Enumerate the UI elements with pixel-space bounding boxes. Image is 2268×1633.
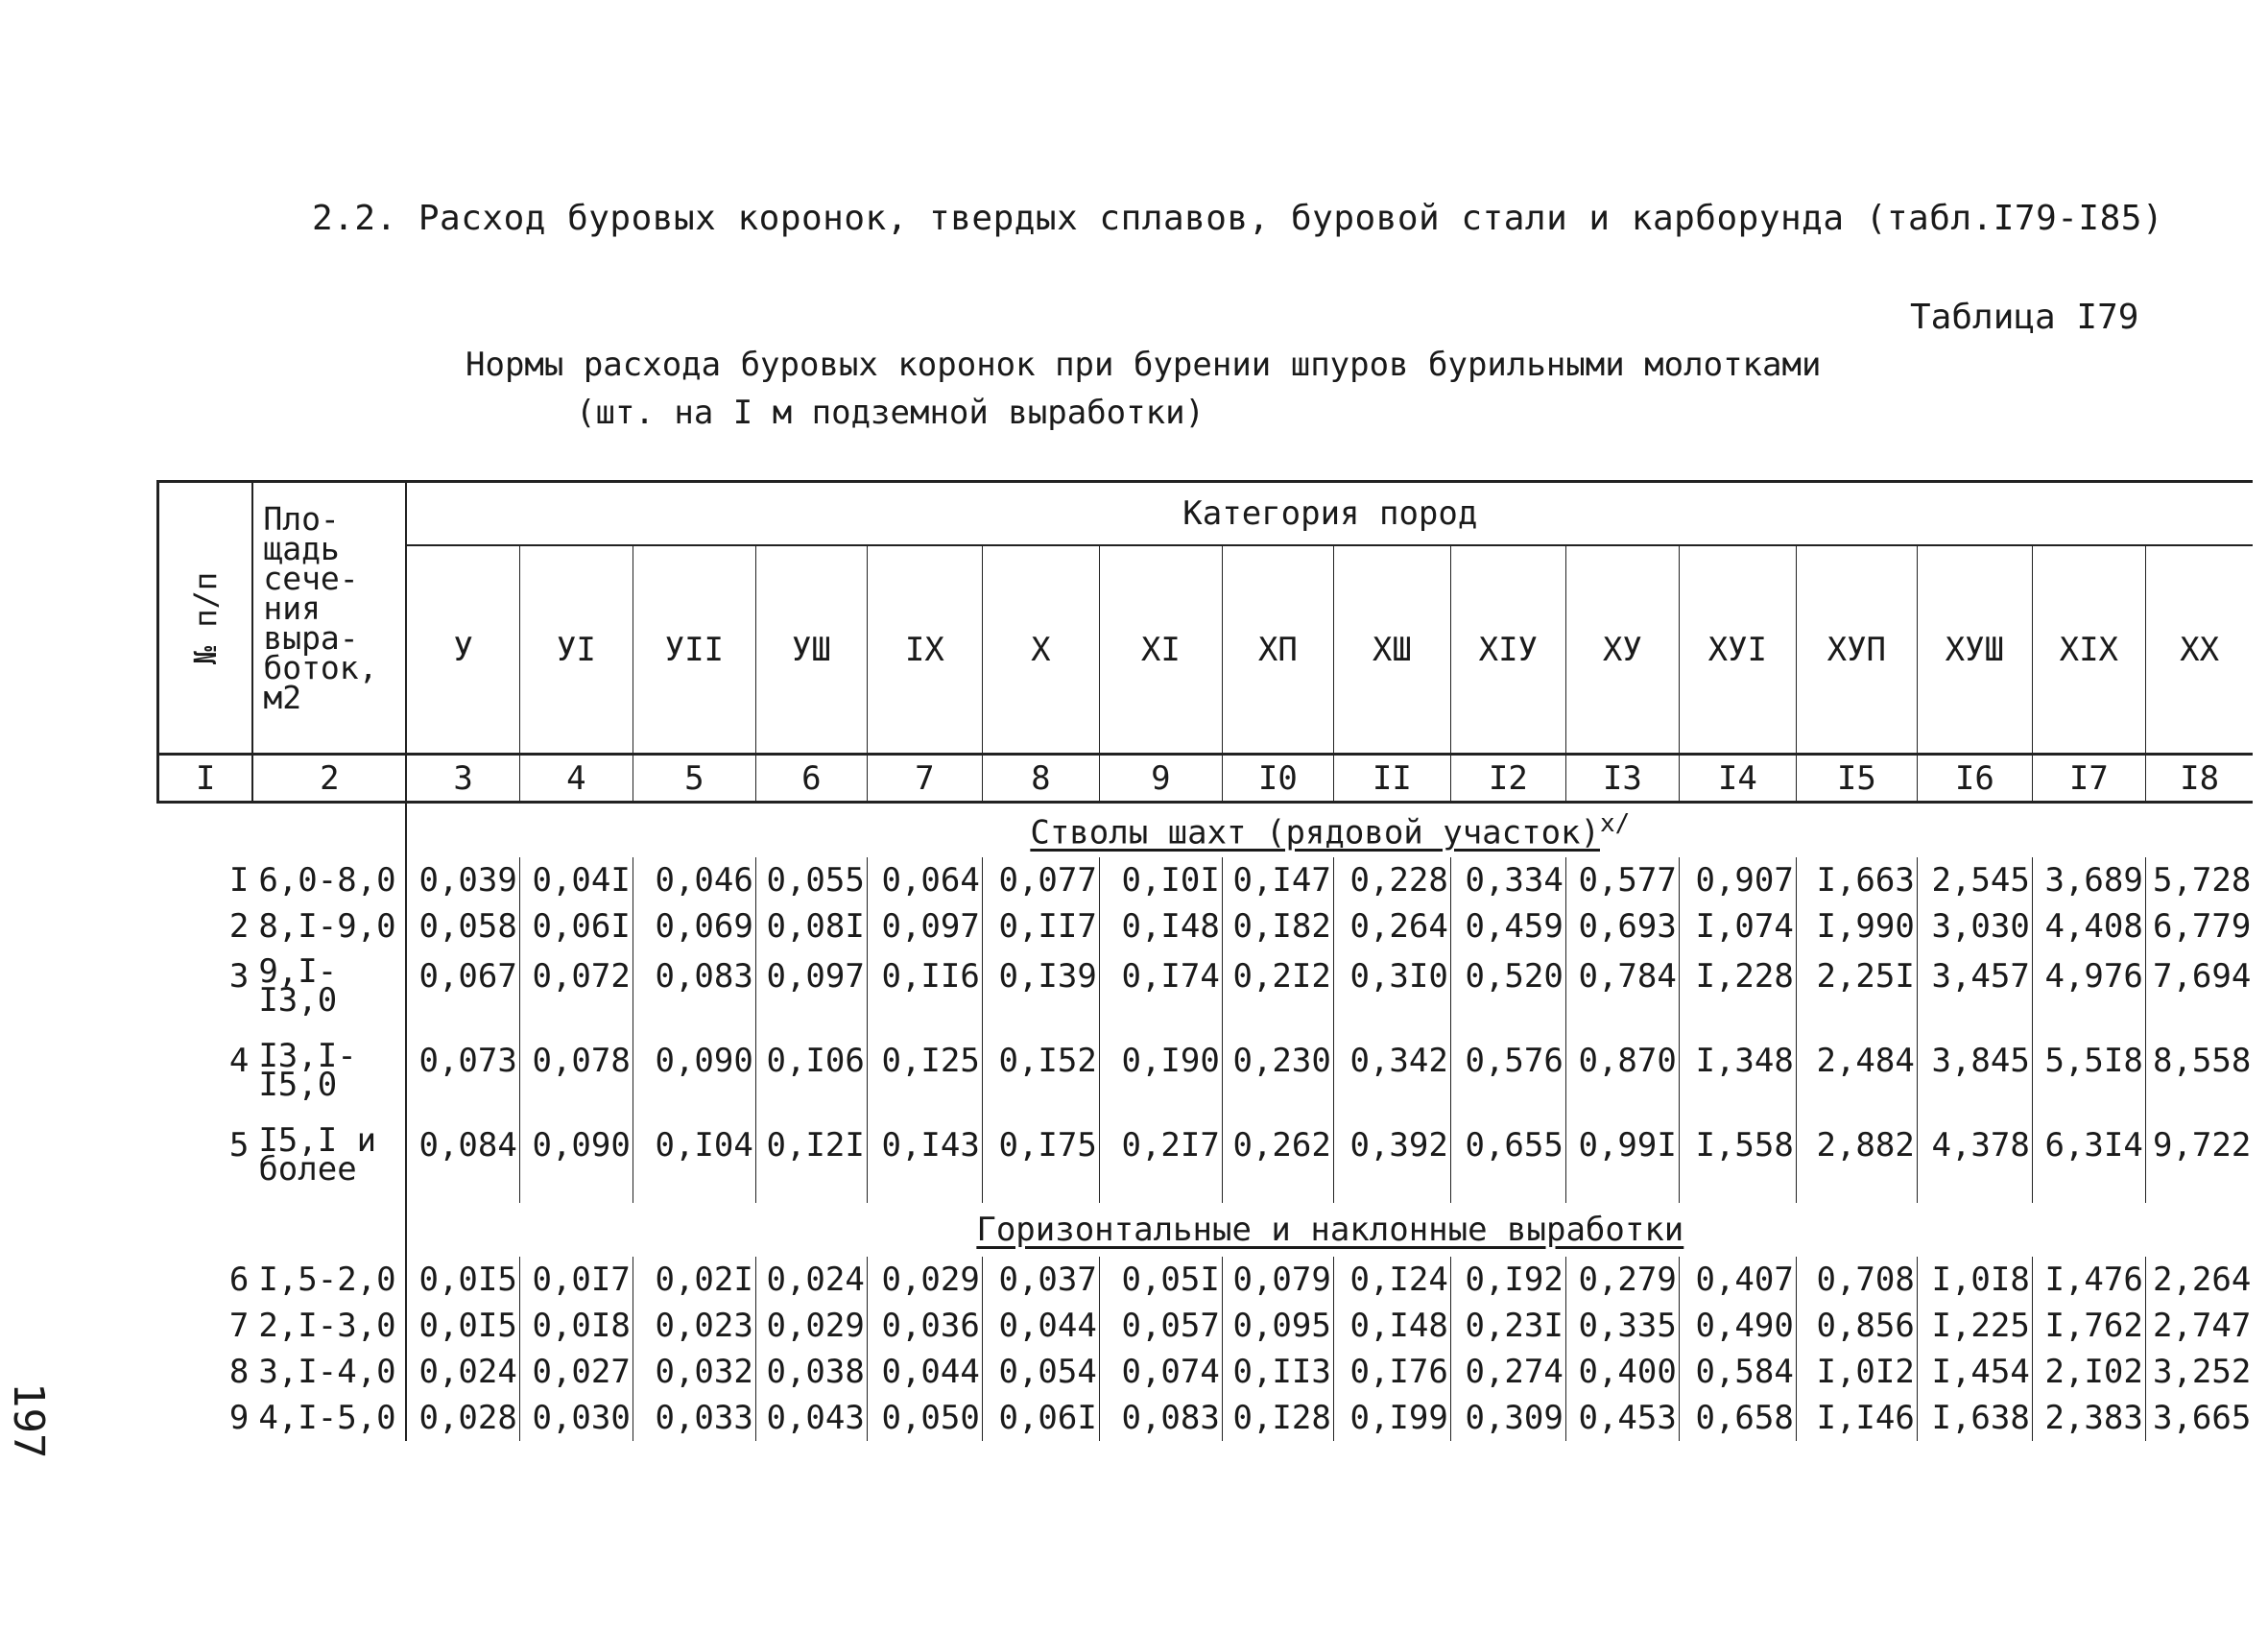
value-cell: 8,558 — [2152, 1042, 2252, 1080]
value-cell: 0,058 — [406, 903, 519, 949]
row-area: I5,I и более — [252, 1118, 406, 1203]
value-cell: 0,856 — [1796, 1303, 1917, 1349]
page-number: 197 — [4, 1382, 53, 1459]
value-cell: 0,0I5 — [406, 1303, 519, 1349]
value-cell: 0,I76 — [1333, 1349, 1450, 1395]
column-index: II — [1333, 755, 1450, 803]
category-header: УII — [633, 545, 755, 755]
column-index: 5 — [633, 755, 755, 803]
value-cell: I,638 — [1917, 1395, 2032, 1441]
value-cell: 0,I25 — [867, 1034, 982, 1118]
value-cell: 0,99I — [1565, 1118, 1679, 1203]
norms-table — [156, 480, 2253, 1441]
value-cell: 6,3I4 — [2032, 1118, 2145, 1203]
value-cell: 0,064 — [867, 857, 982, 903]
row-area: 6,0-8,0 — [252, 857, 406, 903]
column-index: I8 — [2145, 755, 2253, 803]
value-cell: 0,032 — [633, 1349, 755, 1395]
category-header: XШ — [1333, 545, 1450, 755]
value-cell: 5,5I8 — [2032, 1034, 2145, 1118]
category-header: УШ — [755, 545, 867, 755]
row-number: 9 — [228, 1399, 250, 1437]
column-index: I2 — [1450, 755, 1565, 803]
column-index: I5 — [1796, 755, 1917, 803]
column-index: 4 — [519, 755, 633, 803]
category-header: XУП — [1796, 545, 1917, 755]
column-index: I4 — [1679, 755, 1796, 803]
value-cell: 5,728 — [2152, 861, 2252, 900]
value-cell: 0,079 — [1222, 1257, 1333, 1303]
value-cell: 0,023 — [633, 1303, 755, 1349]
row-number: 7 — [228, 1307, 250, 1345]
column-index: 7 — [867, 755, 982, 803]
value-cell: 0,033 — [633, 1395, 755, 1441]
table-row — [158, 949, 2254, 1034]
value-cell: 0,I52 — [982, 1034, 1099, 1118]
value-cell: 0,459 — [1450, 903, 1565, 949]
value-cell: 0,0I5 — [406, 1257, 519, 1303]
value-cell: 0,I74 — [1099, 949, 1222, 1034]
value-cell: 3,030 — [1917, 903, 2032, 949]
value-cell: 3,689 — [2032, 857, 2145, 903]
value-cell: 0,073 — [406, 1034, 519, 1118]
row-number: 2 — [228, 907, 250, 946]
value-cell: 0,090 — [519, 1118, 633, 1203]
value-cell: 0,I43 — [867, 1118, 982, 1203]
value-cell: 0,055 — [755, 857, 867, 903]
row-area: 2,I-3,0 — [252, 1303, 406, 1349]
value-cell: 0,400 — [1565, 1349, 1679, 1395]
column-index: 3 — [406, 755, 519, 803]
value-cell: 0,II6 — [867, 949, 982, 1034]
value-cell: 4,408 — [2032, 903, 2145, 949]
value-cell: 4,976 — [2032, 949, 2145, 1034]
category-header: XI — [1099, 545, 1222, 755]
value-cell: 0,067 — [406, 949, 519, 1034]
category-header: XУШ — [1917, 545, 2032, 755]
value-cell: 0,I28 — [1222, 1395, 1333, 1441]
column-index: 9 — [1099, 755, 1222, 803]
value-cell: 2,545 — [1917, 857, 2032, 903]
value-cell: 2,882 — [1796, 1118, 1917, 1203]
category-header: XIX — [2032, 545, 2145, 755]
value-cell: 0,074 — [1099, 1349, 1222, 1395]
row-area: 3,I-4,0 — [252, 1349, 406, 1395]
value-cell: I,454 — [1917, 1349, 2032, 1395]
value-cell: 0,02I — [633, 1257, 755, 1303]
value-cell: 0,335 — [1565, 1303, 1679, 1349]
value-cell: 0,08I — [755, 903, 867, 949]
value-cell: I,762 — [2032, 1303, 2145, 1349]
value-cell: 0,520 — [1450, 949, 1565, 1034]
value-cell: 0,577 — [1565, 857, 1679, 903]
row-number: 5 — [228, 1126, 250, 1165]
row-area: 9,I- I3,0 — [252, 949, 406, 1034]
table-number: Таблица I79 — [1910, 298, 2139, 337]
section-title: 2.2. Расход буровых коронок, твердых сплавов, буровой стали и карборунда (табл.I79-I85) — [312, 199, 2164, 238]
value-cell: 0,072 — [519, 949, 633, 1034]
table-row — [158, 1395, 2254, 1441]
value-cell: 0,230 — [1222, 1034, 1333, 1118]
value-cell: 6,779 — [2152, 907, 2252, 946]
value-cell: 0,057 — [1099, 1303, 1222, 1349]
value-cell: 0,274 — [1450, 1349, 1565, 1395]
value-cell: 0,043 — [755, 1395, 867, 1441]
value-cell: 7,694 — [2152, 957, 2252, 996]
value-cell: 0,907 — [1679, 857, 1796, 903]
value-cell: 0,024 — [755, 1257, 867, 1303]
value-cell: 0,I48 — [1333, 1303, 1450, 1349]
value-cell: 0,I06 — [755, 1034, 867, 1118]
category-header: XIУ — [1450, 545, 1565, 755]
section-header — [158, 1203, 2254, 1257]
category-header: XУI — [1679, 545, 1796, 755]
value-cell: I,348 — [1679, 1034, 1796, 1118]
value-cell: 4,378 — [1917, 1118, 2032, 1203]
value-cell: 2,383 — [2032, 1395, 2145, 1441]
value-cell: 0,027 — [519, 1349, 633, 1395]
row-number: 4 — [228, 1042, 250, 1080]
value-cell: 0,II7 — [982, 903, 1099, 949]
column-index: 8 — [982, 755, 1099, 803]
value-cell: 0,097 — [755, 949, 867, 1034]
value-cell: I,663 — [1796, 857, 1917, 903]
category-header: IX — [867, 545, 982, 755]
footnote-mark: х/ — [1599, 808, 1631, 838]
value-cell: 0,453 — [1565, 1395, 1679, 1441]
value-cell: 0,024 — [406, 1349, 519, 1395]
value-cell: I,I46 — [1796, 1395, 1917, 1441]
category-header: У — [406, 545, 519, 755]
table-caption-line2: (шт. на I м подземной выработки) — [576, 394, 1206, 432]
value-cell: 0,069 — [633, 903, 755, 949]
column-index: 6 — [755, 755, 867, 803]
value-cell: 0,I90 — [1099, 1034, 1222, 1118]
value-cell: 0,655 — [1450, 1118, 1565, 1203]
value-cell: 0,06I — [982, 1395, 1099, 1441]
value-cell: 2,747 — [2152, 1307, 2252, 1345]
value-cell: 0,334 — [1450, 857, 1565, 903]
table-row — [158, 1257, 2254, 1303]
value-cell: 3,665 — [2152, 1399, 2252, 1437]
value-cell: 0,I0I — [1099, 857, 1222, 903]
value-cell: 2,264 — [2152, 1261, 2252, 1299]
value-cell: 0,0I7 — [519, 1257, 633, 1303]
row-area: I,5-2,0 — [252, 1257, 406, 1303]
value-cell: I,990 — [1796, 903, 1917, 949]
value-cell: 0,046 — [633, 857, 755, 903]
value-cell: 0,309 — [1450, 1395, 1565, 1441]
value-cell: 0,658 — [1679, 1395, 1796, 1441]
value-cell: 0,I48 — [1099, 903, 1222, 949]
value-cell: 0,04I — [519, 857, 633, 903]
value-cell: 0,036 — [867, 1303, 982, 1349]
table-caption-line1: Нормы расхода буровых коронок при бурении шпуров бурильными молотками — [466, 346, 1822, 384]
table-row — [158, 1118, 2254, 1203]
value-cell: 0,084 — [406, 1118, 519, 1203]
value-cell: 0,228 — [1333, 857, 1450, 903]
value-cell: 0,0I8 — [519, 1303, 633, 1349]
category-header: XX — [2180, 630, 2220, 669]
value-cell: 0,044 — [867, 1349, 982, 1395]
value-cell: 0,407 — [1679, 1257, 1796, 1303]
value-cell: 0,095 — [1222, 1303, 1333, 1349]
value-cell: 2,25I — [1796, 949, 1917, 1034]
header-area: Пло- щадь сече- ния выра- боток, м2 — [252, 482, 406, 755]
header-rock-category: Категория пород — [406, 482, 2253, 546]
value-cell: 0,693 — [1565, 903, 1679, 949]
section-title-label: Горизонтальные и наклонные выработки — [976, 1211, 1684, 1249]
value-cell: 0,097 — [867, 903, 982, 949]
category-header: XУ — [1565, 545, 1679, 755]
category-header: УI — [519, 545, 633, 755]
section-title-label: Стволы шахт (рядовой участок) — [1030, 813, 1600, 853]
value-cell: 0,2I2 — [1222, 949, 1333, 1034]
value-cell: 0,784 — [1565, 949, 1679, 1034]
value-cell: 0,584 — [1679, 1349, 1796, 1395]
value-cell: I,0I8 — [1917, 1257, 2032, 1303]
value-cell: 0,708 — [1796, 1257, 1917, 1303]
value-cell: 0,870 — [1565, 1034, 1679, 1118]
value-cell: 0,083 — [633, 949, 755, 1034]
value-cell: 0,I2I — [755, 1118, 867, 1203]
value-cell: I,074 — [1679, 903, 1796, 949]
value-cell: 0,039 — [406, 857, 519, 903]
value-cell: 0,038 — [755, 1349, 867, 1395]
value-cell: 9,722 — [2152, 1126, 2252, 1165]
value-cell: 0,264 — [1333, 903, 1450, 949]
value-cell: 0,050 — [867, 1395, 982, 1441]
value-cell: 0,028 — [406, 1395, 519, 1441]
value-cell: 0,05I — [1099, 1257, 1222, 1303]
value-cell: 0,037 — [982, 1257, 1099, 1303]
value-cell: 0,077 — [982, 857, 1099, 903]
value-cell: 0,044 — [982, 1303, 1099, 1349]
value-cell: 0,490 — [1679, 1303, 1796, 1349]
value-cell: 0,I47 — [1222, 857, 1333, 903]
value-cell: 0,576 — [1450, 1034, 1565, 1118]
value-cell: 0,029 — [867, 1257, 982, 1303]
value-cell: 0,054 — [982, 1349, 1099, 1395]
value-cell: I,225 — [1917, 1303, 2032, 1349]
table-row — [158, 1349, 2254, 1395]
value-cell: 0,090 — [633, 1034, 755, 1118]
value-cell: 0,279 — [1565, 1257, 1679, 1303]
section-header — [158, 803, 2254, 858]
value-cell: 0,030 — [519, 1395, 633, 1441]
value-cell: 0,I75 — [982, 1118, 1099, 1203]
row-area: I3,I- I5,0 — [252, 1034, 406, 1118]
value-cell: 0,083 — [1099, 1395, 1222, 1441]
value-cell: I,0I2 — [1796, 1349, 1917, 1395]
header-row-number: № п/п — [158, 482, 253, 755]
value-cell: 0,392 — [1333, 1118, 1450, 1203]
value-cell: I,558 — [1679, 1118, 1796, 1203]
category-header: X — [982, 545, 1099, 755]
row-number: 3 — [228, 957, 250, 996]
row-number: 6 — [228, 1261, 250, 1299]
row-area: 8,I-9,0 — [252, 903, 406, 949]
value-cell: 3,457 — [1917, 949, 2032, 1034]
value-cell: 2,I02 — [2032, 1349, 2145, 1395]
table-row — [158, 1034, 2254, 1118]
value-cell: 2,484 — [1796, 1034, 1917, 1118]
column-index: I7 — [2032, 755, 2145, 803]
value-cell: 0,I24 — [1333, 1257, 1450, 1303]
column-index: I0 — [1222, 755, 1333, 803]
row-number: 8 — [228, 1353, 250, 1391]
column-index: I — [158, 755, 253, 803]
value-cell: 0,I82 — [1222, 903, 1333, 949]
value-cell: 0,23I — [1450, 1303, 1565, 1349]
value-cell: 0,I04 — [633, 1118, 755, 1203]
value-cell: 0,I39 — [982, 949, 1099, 1034]
table-row — [158, 903, 2254, 949]
value-cell: 0,029 — [755, 1303, 867, 1349]
value-cell: 0,3I0 — [1333, 949, 1450, 1034]
column-index: 2 — [252, 755, 406, 803]
table-row — [158, 1303, 2254, 1349]
table-row — [158, 857, 2254, 903]
value-cell: I,228 — [1679, 949, 1796, 1034]
column-index: I3 — [1565, 755, 1679, 803]
value-cell: 0,078 — [519, 1034, 633, 1118]
value-cell: 3,845 — [1917, 1034, 2032, 1118]
value-cell: I,476 — [2032, 1257, 2145, 1303]
value-cell: 0,I99 — [1333, 1395, 1450, 1441]
value-cell: 0,II3 — [1222, 1349, 1333, 1395]
value-cell: 0,342 — [1333, 1034, 1450, 1118]
value-cell: 0,I92 — [1450, 1257, 1565, 1303]
row-number: I — [228, 861, 250, 900]
value-cell: 0,262 — [1222, 1118, 1333, 1203]
value-cell: 3,252 — [2152, 1353, 2252, 1391]
value-cell: 0,06I — [519, 903, 633, 949]
value-cell: 0,2I7 — [1099, 1118, 1222, 1203]
category-header: XП — [1222, 545, 1333, 755]
row-area: 4,I-5,0 — [252, 1395, 406, 1441]
column-index: I6 — [1917, 755, 2032, 803]
